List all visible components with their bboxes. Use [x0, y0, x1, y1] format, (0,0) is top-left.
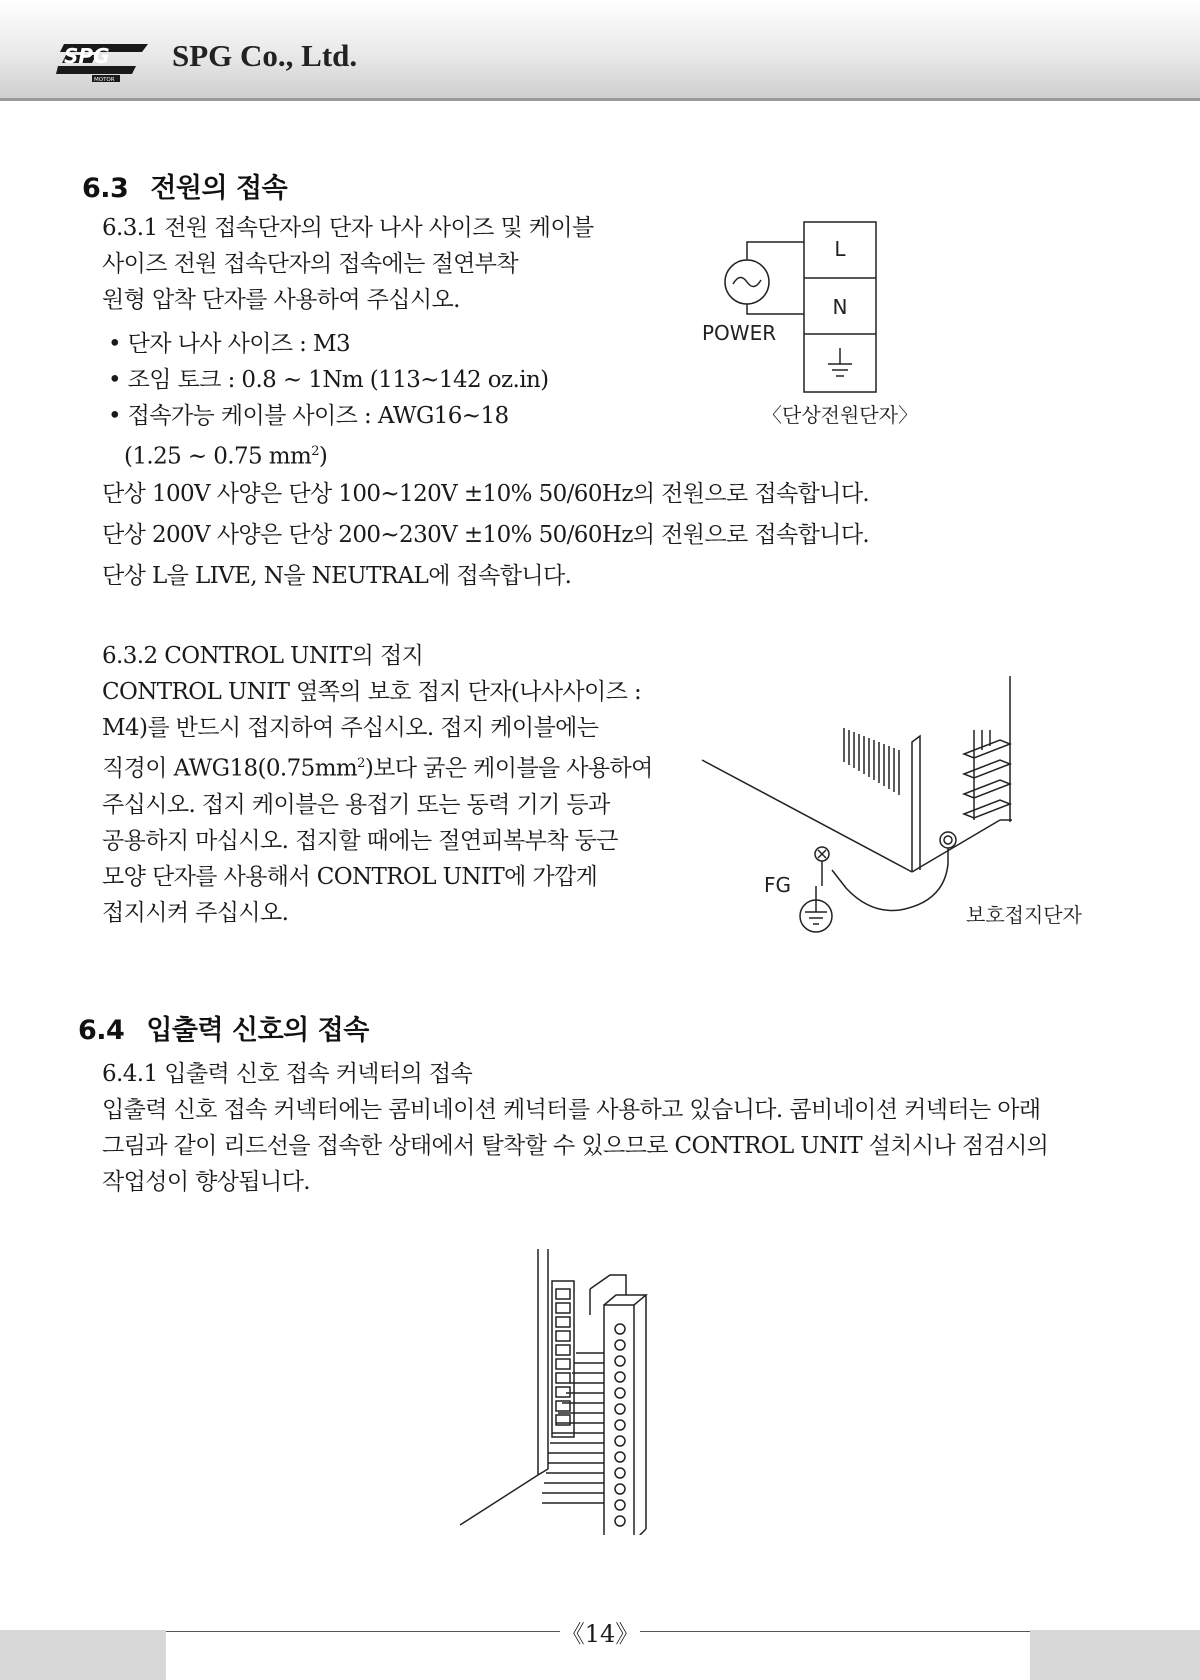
subsection-6-4-1: [102, 1056, 1048, 1200]
bullet-item: • 조임 토크 : 0.8 ~ 1Nm (113~142 oz.in): [108, 367, 549, 393]
section-title: 입출력 신호의 접속: [146, 1015, 369, 1046]
company-name: SPG Co., Ltd.: [172, 38, 358, 73]
power-spec-paragraphs: [102, 474, 869, 597]
body-line: 직경이 $AWG18(0.75mm^2)$보다 굵은 케이블을 사용하여: [102, 755, 653, 782]
body-line: CONTROL UNIT 옆쪽의 보호 접지 단자(나사사이즈 :: [102, 679, 642, 705]
svg-text:SPG: SPG: [64, 44, 110, 68]
page-number: 《14》: [560, 1620, 640, 1648]
footer-rule-left: [166, 1631, 560, 1632]
section-heading-6-3: [82, 166, 287, 205]
section-number: 6.4: [78, 1015, 125, 1046]
power-terminal-diagram: [700, 210, 940, 440]
spg-logo: [56, 38, 156, 82]
bullet-item: • 단자 나사 사이즈 : M3: [108, 331, 350, 357]
body-line: 입출력 신호 접속 커넥터에는 콤비네이션 케넉터를 사용하고 있습니다. 콤비네이션 커넥터는 아래: [102, 1097, 1041, 1123]
logo-motor-text: MOTOR: [94, 77, 115, 82]
body-line: 작업성이 향상됩니다.: [102, 1169, 310, 1195]
footer-band-left: [0, 1630, 166, 1680]
body-line: 그림과 같이 리드선을 접속한 상태에서 탈착할 수 있으므로 CONTROL UNIT 설치시나 점검시의: [102, 1133, 1049, 1159]
plug-screw-holes: [615, 1324, 625, 1526]
bullet-continuation: (1.25 ~ 0.75 $mm^2$): [124, 443, 328, 470]
ground-cable: [832, 848, 948, 911]
protective-earth-screw-icon: [940, 832, 956, 848]
page-header: [0, 0, 1200, 101]
body-line: 모양 단자를 사용해서 CONTROL UNIT에 가깝게: [102, 863, 598, 890]
socket-pins: [556, 1289, 570, 1425]
fg-label: FG: [764, 873, 792, 897]
footer-rule-right: [640, 1631, 1030, 1632]
body-line: 주십시오. 접지 케이블은 용접기 또는 동력 기기 등과: [102, 791, 610, 818]
body-line: 공용하지 마십시오. 접지할 때에는 절연피복부착 둥근: [102, 827, 618, 854]
paragraph: 단상 100V 사양은 단상 100~120V ±10% 50/60Hz의 전원으로 접속합니다.: [102, 481, 870, 507]
subsection-title: 6.4.1 입출력 신호 접속 커넥터의 접속: [102, 1061, 473, 1087]
intro-line: 원형 압착 단자를 사용하여 주십시오.: [102, 287, 460, 313]
section-heading-6-4: [78, 1008, 369, 1047]
body-line: 접지시켜 주십시오.: [102, 899, 289, 926]
protective-earth-label: 보호접지단자: [966, 903, 1082, 927]
section-title: 전원의 접속: [150, 173, 288, 204]
paragraph: 단상 L을 LIVE, N을 NEUTRAL에 접속합니다.: [102, 563, 572, 589]
unit-bottom-edge: [702, 760, 912, 872]
intro-line: 6.3.1 전원 접속단자의 단자 나사 사이즈 및 케이블: [102, 215, 594, 241]
spec-bullet-list: [108, 326, 549, 475]
body-line: M4)를 반드시 접지하여 주십시오. 접지 케이블에는: [102, 715, 599, 741]
diagram-caption: 〈단상전원단자〉: [762, 403, 918, 427]
section-number: 6.3: [82, 173, 129, 204]
paragraph: 단상 200V 사양은 단상 200~230V ±10% 50/60Hz의 전원으로 접속합니다.: [102, 522, 870, 548]
grounding-diagram: [700, 670, 1100, 940]
subsection-6-3-1-intro: [102, 210, 594, 318]
subsection-title: 6.3.2 CONTROL UNIT의 접지: [102, 643, 424, 669]
vent-slots: [844, 728, 899, 795]
combination-connector-diagram: [440, 1245, 690, 1535]
intro-line: 사이즈 전원 접속단자의 접속에는 절연부착: [102, 251, 518, 277]
terminal-n-label: N: [832, 295, 848, 319]
bullet-item: • 접속가능 케이블 사이즈 : AWG16~18: [108, 403, 509, 429]
terminal-l-label: L: [834, 237, 846, 261]
power-label: POWER: [702, 321, 777, 345]
subsection-6-3-2: [102, 638, 653, 931]
side-connector-stack: [964, 730, 1010, 820]
footer-band-right: [1030, 1630, 1200, 1680]
